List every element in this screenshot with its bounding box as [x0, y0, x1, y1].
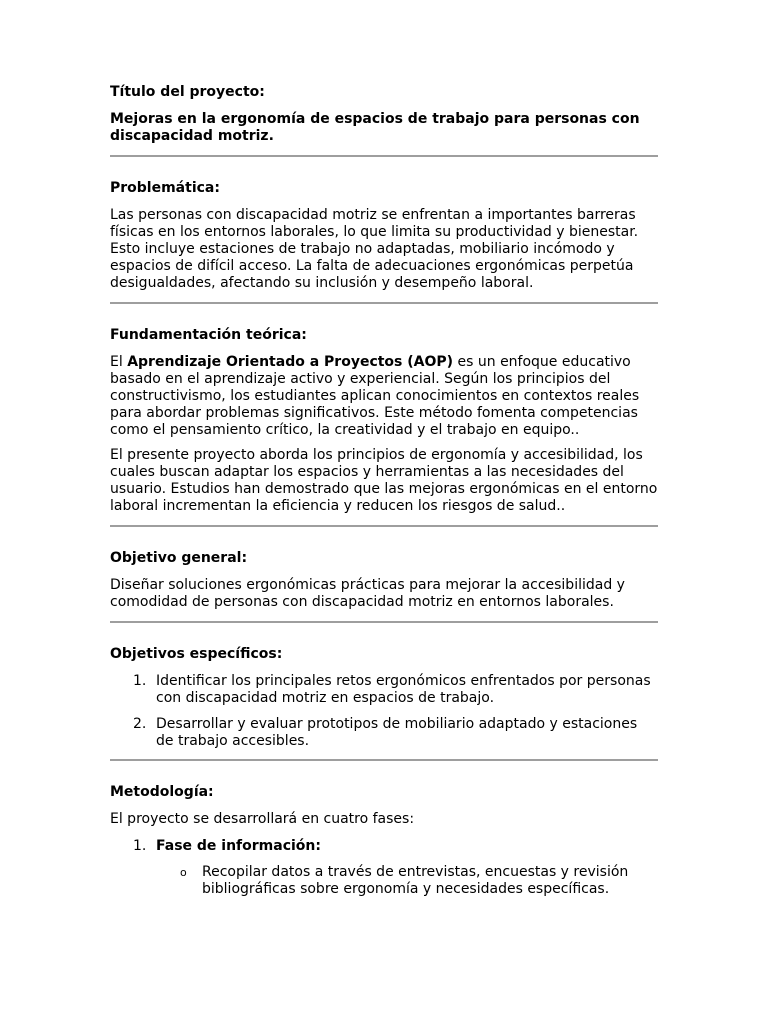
metodologia-phases-list: [110, 838, 658, 898]
objetivos-especificos-list: [110, 673, 658, 750]
list-item-text: Desarrollar y evaluar prototipos de mobiliario adaptado y estaciones de trabajo accesibles.: [156, 716, 638, 749]
problematica-heading: Problemática:: [110, 180, 220, 196]
section-objetivos-especificos: [110, 646, 658, 750]
section-metodologia: [110, 784, 658, 898]
section-fundamentacion: [110, 327, 658, 515]
fundamentacion-heading: Fundamentación teórica:: [110, 327, 307, 343]
circle-bullet-icon: o: [180, 866, 187, 879]
list-item-text: Recopilar datos a través de entrevistas, encuestas y revisión bibliográficas sobre ergonomía y necesidades específicas.: [202, 864, 629, 897]
section-objetivo-general: [110, 550, 658, 611]
section-divider: [110, 155, 658, 157]
list-number: 1.: [133, 673, 147, 689]
fundamentacion-p1-prefix: El: [110, 354, 128, 370]
phase-label: Fase de información:: [156, 838, 321, 854]
project-title: Mejoras en la ergonomía de espacios de trabajo para personas con discapacidad motriz.: [110, 111, 640, 144]
section-divider: [110, 525, 658, 527]
phase-subitems: [110, 864, 658, 898]
fundamentacion-p1-rest: es un enfoque educativo basado en el aprendizaje activo y experiencial. Según los principios del constructivismo, los estudiantes aplican conocimientos en contextos reales para abordar problemas significativos. Este método fomenta competencias como el pensamiento crítico, la creatividad y el trabajo en equipo..: [110, 354, 640, 438]
list-item: [110, 864, 658, 898]
list-item: [110, 716, 658, 750]
list-number: 2.: [133, 716, 147, 732]
document-page: [110, 84, 658, 907]
list-item: [110, 838, 658, 898]
list-item-text: Identificar los principales retos ergonómicos enfrentados por personas con discapacidad motriz en espacios de trabajo.: [156, 673, 651, 706]
objetivos-especificos-heading: Objetivos específicos:: [110, 646, 283, 662]
metodologia-intro: El proyecto se desarrollará en cuatro fases:: [110, 811, 415, 827]
section-problematica: [110, 180, 658, 292]
objetivo-general-heading: Objetivo general:: [110, 550, 248, 566]
problematica-text: Las personas con discapacidad motriz se enfrentan a importantes barreras físicas en los entornos laborales, lo que limita su productividad y bienestar. Esto incluye estaciones de trabajo no adaptadas, mobiliario incómodo y espacios de difícil acceso. La falta de adecuaciones ergonómicas perpetúa desigualdades, afectando su inclusión y desempeño laboral.: [110, 207, 639, 291]
section-divider: [110, 759, 658, 761]
section-divider: [110, 621, 658, 623]
fundamentacion-paragraph-1: [110, 354, 658, 439]
list-number: 1.: [133, 838, 147, 854]
metodologia-heading: Metodología:: [110, 784, 214, 800]
list-item: [110, 673, 658, 707]
aop-term: Aprendizaje Orientado a Proyectos (AOP): [127, 354, 454, 370]
objetivo-general-text: Diseñar soluciones ergonómicas prácticas para mejorar la accesibilidad y comodidad de personas con discapacidad motriz en entornos laborales.: [110, 577, 625, 610]
project-title-label: Título del proyecto:: [110, 84, 265, 100]
fundamentacion-paragraph-2: El presente proyecto aborda los principios de ergonomía y accesibilidad, los cuales buscan adaptar los espacios y herramientas a las necesidades del usuario. Estudios han demostrado que las mejoras ergonómicas en el entorno laboral incrementan la eficiencia y reducen los riesgos de salud..: [110, 447, 658, 514]
section-divider: [110, 302, 658, 304]
